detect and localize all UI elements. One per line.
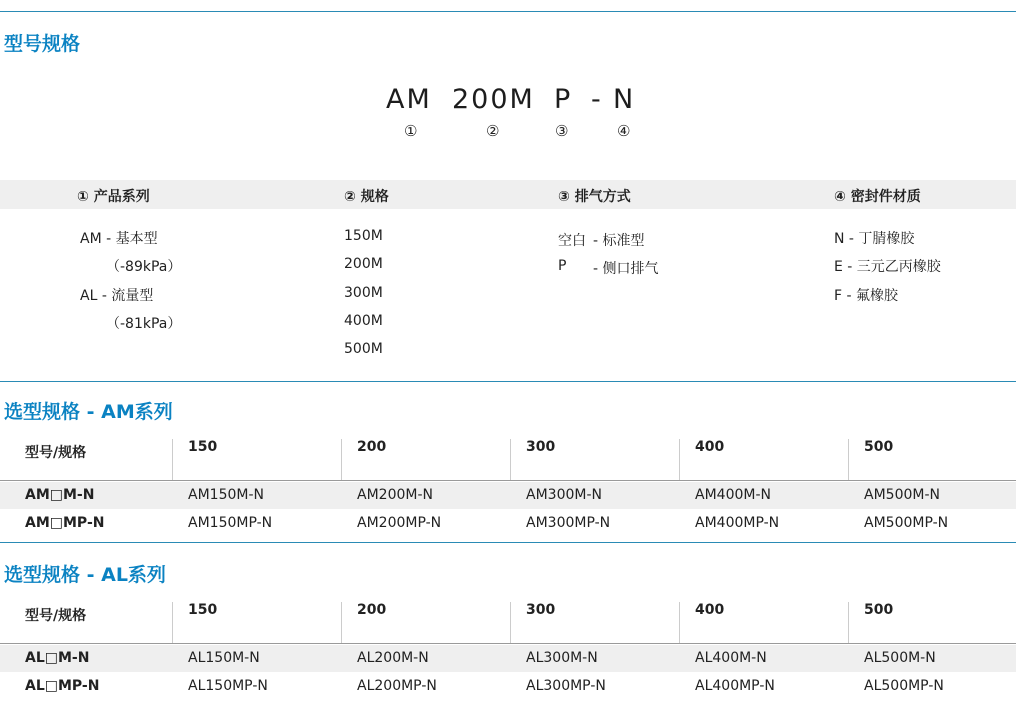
cell: AM500MP-N: [864, 515, 949, 531]
exhaust-blank-code: 空白: [558, 233, 586, 249]
table-row: [0, 510, 1016, 537]
table-row: [0, 645, 1016, 672]
exhaust-p-desc: - 侧口排气: [593, 261, 659, 277]
cell: AL500MP-N: [864, 678, 944, 694]
seal-e: E - 三元乙丙橡胶: [834, 259, 941, 275]
cell: AM300M-N: [526, 487, 602, 503]
cell: AL200MP-N: [357, 678, 437, 694]
cell: AM150M-N: [188, 487, 264, 503]
cell: AM300MP-N: [526, 515, 611, 531]
row-model: AM□MP-N: [25, 515, 105, 531]
section-divider-al: [0, 542, 1016, 543]
exhaust-p-code: P: [558, 258, 567, 274]
header-200: 200: [357, 439, 387, 455]
size-400: 400M: [344, 313, 383, 329]
code-part-exhaust: P: [554, 84, 573, 115]
code-index-3: ③: [555, 122, 569, 140]
code-part-series: AM: [386, 84, 432, 115]
section-title-al: 选型规格 - AL系列: [4, 564, 166, 586]
header-150: 150: [188, 602, 218, 618]
size-200: 200M: [344, 256, 383, 272]
size-300: 300M: [344, 285, 383, 301]
size-500: 500M: [344, 341, 383, 357]
code-part-dash: -: [591, 84, 603, 115]
series-al-pressure: （-81kPa）: [106, 316, 182, 332]
seal-n: N - 丁腈橡胶: [834, 231, 915, 247]
seal-f: F - 氟橡胶: [834, 288, 899, 304]
table-row: [0, 482, 1016, 509]
header-200: 200: [357, 602, 387, 618]
cell: AM400MP-N: [695, 515, 780, 531]
cell: AL500M-N: [864, 650, 936, 666]
code-part-size: 200M: [452, 84, 535, 115]
series-am-pressure: （-89kPa）: [106, 259, 182, 275]
series-al: AL - 流量型: [80, 288, 154, 304]
code-index-4: ④: [617, 122, 631, 140]
spec-header-size: ② 规格: [344, 189, 389, 205]
cell: AL300M-N: [526, 650, 598, 666]
cell: AL150MP-N: [188, 678, 268, 694]
table-header: [0, 598, 1016, 643]
table-header: [0, 435, 1016, 480]
header-500: 500: [864, 439, 894, 455]
spec-header-exhaust: ③ 排气方式: [558, 189, 631, 205]
header-model: 型号/规格: [25, 445, 87, 461]
cell: AM500M-N: [864, 487, 940, 503]
size-150: 150M: [344, 228, 383, 244]
row-model: AL□M-N: [25, 650, 90, 666]
header-300: 300: [526, 439, 556, 455]
spec-header-series: ① 产品系列: [77, 189, 150, 205]
table-row: [0, 673, 1016, 700]
section-divider-am: [0, 381, 1016, 382]
section-title-model-spec: 型号规格: [4, 33, 81, 55]
cell: AL200M-N: [357, 650, 429, 666]
code-index-2: ②: [486, 122, 500, 140]
cell: AL150M-N: [188, 650, 260, 666]
cell: AL400M-N: [695, 650, 767, 666]
cell: AM200MP-N: [357, 515, 442, 531]
header-400: 400: [695, 439, 725, 455]
cell: AM200M-N: [357, 487, 433, 503]
row-model: AL□MP-N: [25, 678, 100, 694]
code-part-seal: N: [613, 84, 636, 115]
cell: AM150MP-N: [188, 515, 273, 531]
header-150: 150: [188, 439, 218, 455]
cell: AM400M-N: [695, 487, 771, 503]
cell: AL400MP-N: [695, 678, 775, 694]
header-model: 型号/规格: [25, 608, 87, 624]
exhaust-blank-desc: - 标准型: [593, 233, 645, 249]
spec-header-bar: [0, 180, 1016, 209]
cell: AL300MP-N: [526, 678, 606, 694]
code-index-1: ①: [404, 122, 418, 140]
series-am: AM - 基本型: [80, 231, 158, 247]
header-300: 300: [526, 602, 556, 618]
row-model: AM□M-N: [25, 487, 95, 503]
section-title-am: 选型规格 - AM系列: [4, 401, 173, 423]
header-400: 400: [695, 602, 725, 618]
spec-header-seal: ④ 密封件材质: [834, 189, 921, 205]
top-divider: [0, 11, 1016, 12]
header-500: 500: [864, 602, 894, 618]
